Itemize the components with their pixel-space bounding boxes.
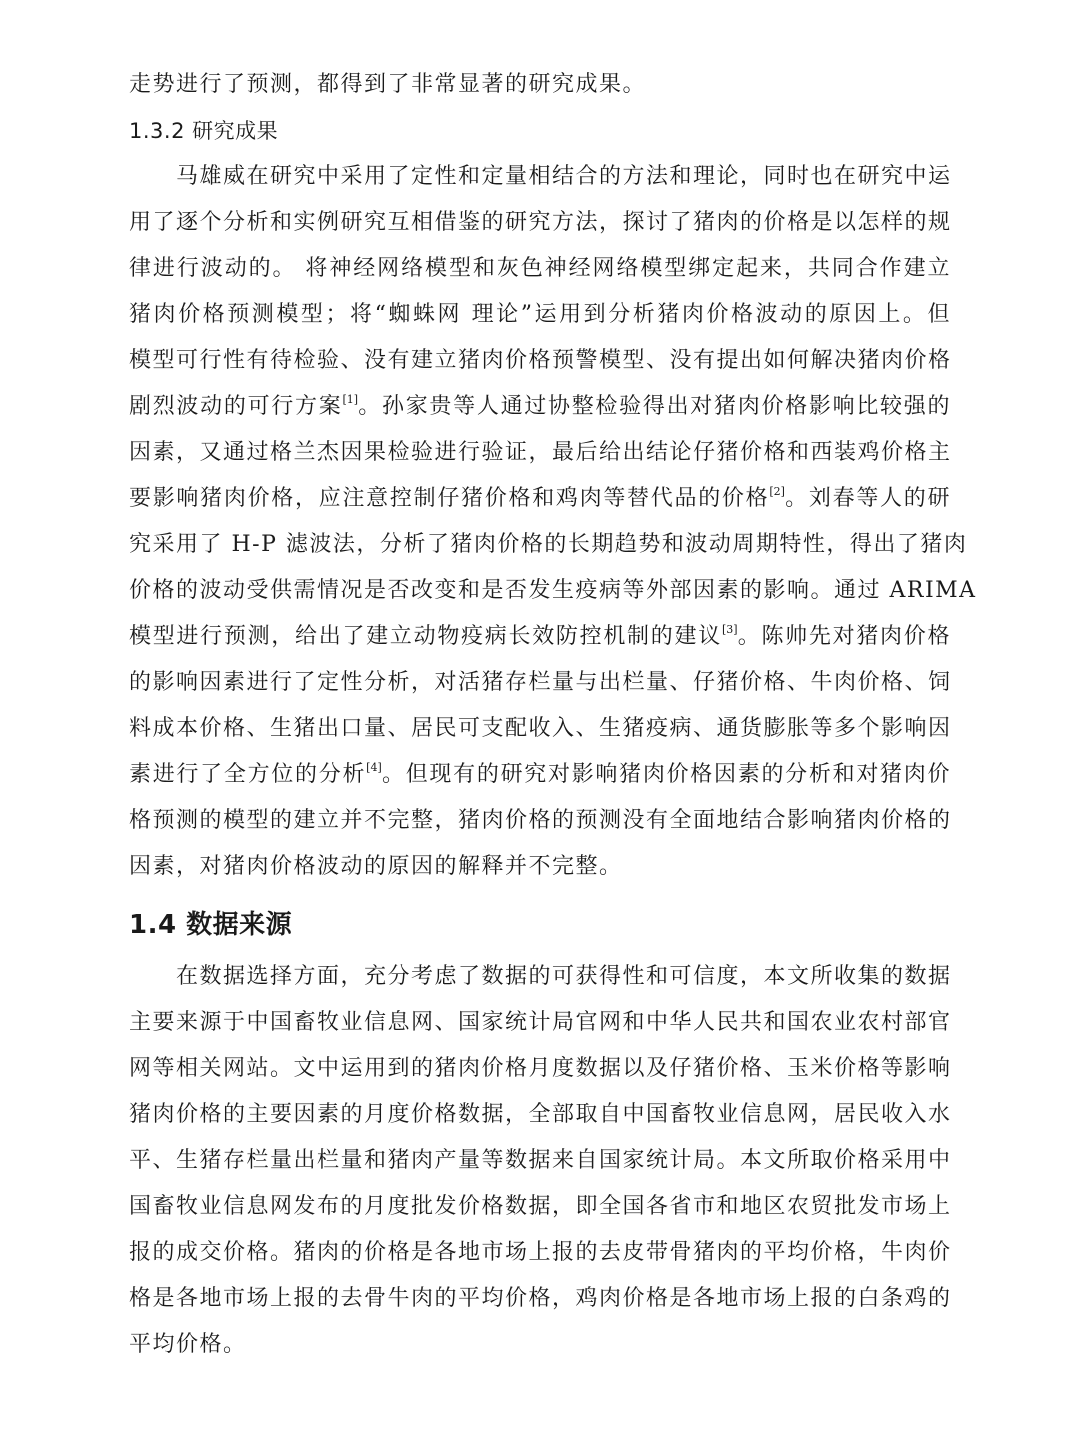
paragraph-line: 格预测的模型的建立并不完整，猪肉价格的预测没有全面地结合影响猪肉价格的 (129, 808, 952, 833)
line-text: 要影响猪肉价格，应注意控制仔猪价格和鸡肉等替代品的价格 (129, 486, 770, 511)
paragraph-line: 因素，对猪肉价格波动的原因的解释并不完整。 (129, 854, 623, 879)
paragraph-line: 律进行波动的。 将神经网络模型和灰色神经网络模型绑定起来，共同合作建立 (129, 256, 951, 281)
line-text: 。但现有的研究对影响猪肉价格因素的分析和对猪肉价 (381, 762, 951, 787)
paragraph-line (129, 752, 951, 798)
paragraph-line (129, 384, 951, 430)
paragraph-line: 究采用了 H-P 滤波法，分析了猪肉价格的长期趋势和波动周期特性，得出了猪肉 (129, 532, 968, 557)
paragraph-line: 因素，又通过格兰杰因果检验进行验证，最后给出结论仔猪价格和西装鸡价格主 (129, 440, 952, 465)
paragraph-line: 模型可行性有待检验、没有建立猪肉价格预警模型、没有提出如何解决猪肉价格 (129, 348, 952, 373)
paragraph-line: 在数据选择方面，充分考虑了数据的可获得性和可信度，本文所收集的数据 (176, 964, 952, 989)
paragraph-line: 国畜牧业信息网发布的月度批发价格数据，即全国各省市和地区农贸批发市场上 (129, 1194, 952, 1219)
citation-ref-2[interactable]: [2] (769, 485, 785, 498)
paragraph-line: 格是各地市场上报的去骨牛肉的平均价格，鸡肉价格是各地市场上报的白条鸡的 (129, 1286, 952, 1311)
paragraph-line: 用了逐个分析和实例研究互相借鉴的研究方法，探讨了猪肉的价格是以怎样的规 (129, 210, 952, 235)
paragraph-line: 的影响因素进行了定性分析，对活猪存栏量与出栏量、仔猪价格、牛肉价格、饲 (129, 670, 952, 695)
paragraph-line: 平均价格。 (129, 1332, 247, 1357)
line-text: 。孙家贵等人通过协整检验得出对猪肉价格影响比较强的 (358, 394, 951, 419)
line-text: 剧烈波动的可行方案 (129, 394, 343, 419)
line-text: 素进行了全方位的分析 (129, 762, 367, 787)
paragraph-line: 网等相关网站。文中运用到的猪肉价格月度数据以及仔猪价格、玉米价格等影响 (129, 1056, 952, 1081)
citation-ref-3[interactable]: [3] (721, 623, 738, 636)
citation-ref-4[interactable]: [4] (366, 761, 382, 774)
paragraph-line (129, 476, 951, 522)
section-heading-1-3-2: 1.3.2 研究成果 (129, 119, 279, 143)
paragraph-line: 猪肉价格的主要因素的月度价格数据，全部取自中国畜牧业信息网，居民收入水 (129, 1102, 952, 1127)
paragraph-line: 走势进行了预测，都得到了非常显著的研究成果。 (129, 72, 647, 97)
paragraph-line: 平、生猪存栏量出栏量和猪肉产量等数据来自国家统计局。本文所取价格采用中 (129, 1148, 952, 1173)
section-heading-1-4: 1.4 数据来源 (129, 910, 293, 940)
paragraph-line: 猪肉价格预测模型；将“蜘蛛网 理论”运用到分析猪肉价格波动的原因上。但 (129, 302, 951, 327)
paragraph-line: 报的成交价格。猪肉的价格是各地市场上报的去皮带骨猪肉的平均价格，牛肉价 (129, 1240, 952, 1265)
line-text: 模型进行预测，给出了建立动物疫病长效防控机制的建议 (129, 624, 722, 649)
paragraph-line: 主要来源于中国畜牧业信息网、国家统计局官网和中华人民共和国农业农村部官 (129, 1010, 952, 1035)
paragraph-line: 价格的波动受供需情况是否改变和是否发生疫病等外部因素的影响。通过 ARIMA (129, 578, 977, 603)
paragraph-line: 料成本价格、生猪出口量、居民可支配收入、生猪疫病、通货膨胀等多个影响因 (129, 716, 952, 741)
paragraph-research-results (129, 154, 977, 890)
paragraph-line: 马雄威在研究中采用了定性和定量相结合的方法和理论，同时也在研究中运 (176, 164, 952, 189)
document-page (129, 62, 977, 1368)
paragraph-data-sources (129, 954, 951, 1368)
line-text: 。陈帅先对猪肉价格 (737, 624, 951, 649)
line-text: 。刘春等人的研 (784, 486, 951, 511)
citation-ref-1[interactable]: [1] (342, 393, 359, 406)
paragraph-line (129, 614, 951, 660)
